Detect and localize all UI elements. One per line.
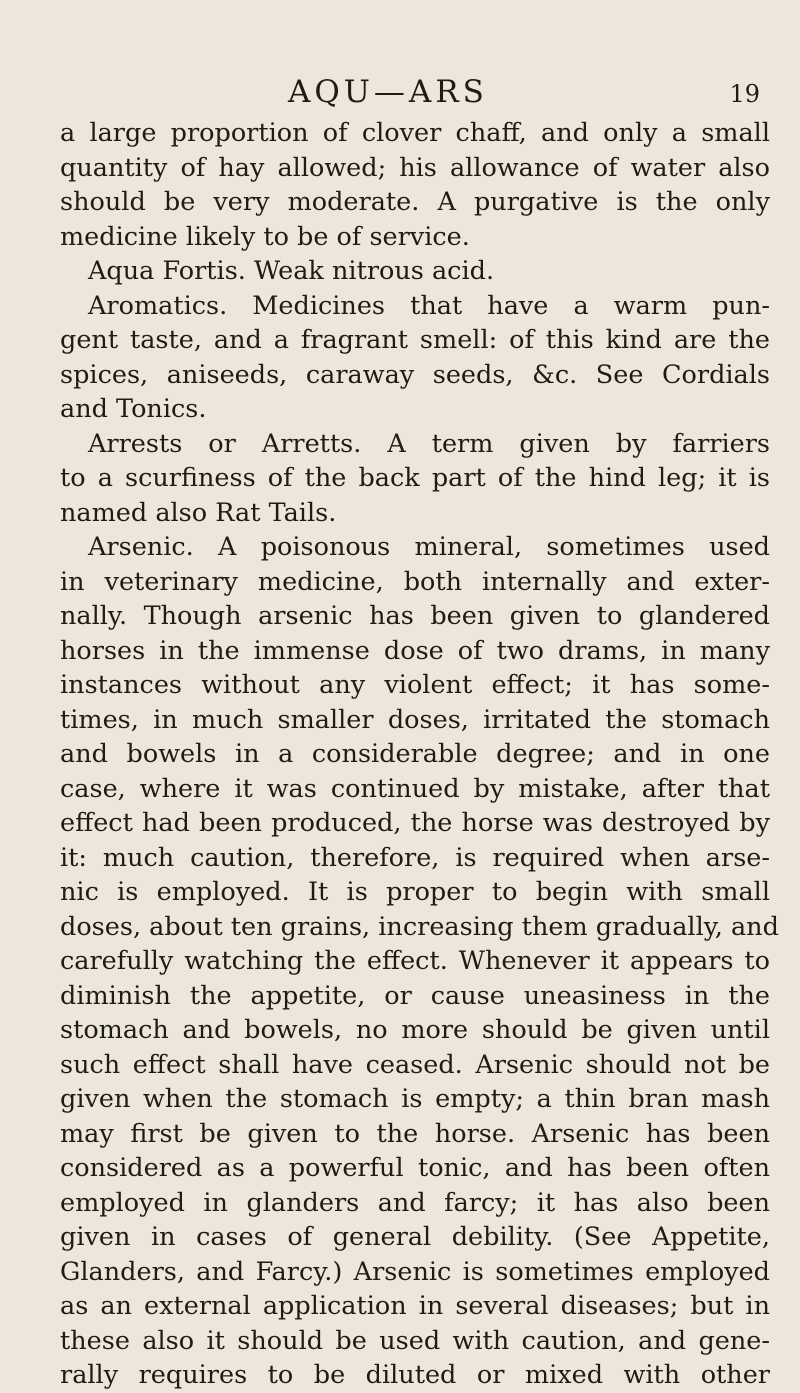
text-line: such effect shall have ceased. Arsenic should not be xyxy=(60,1049,770,1080)
text-line: should be very moderate. A purgative is the only xyxy=(60,187,770,217)
text-line: considered as a powerful tonic, and has been often xyxy=(60,1153,770,1183)
text-line: spices, aniseeds, caraway seeds, &c. See Cordials xyxy=(60,359,770,390)
text-line: stomach and bowels, no more should be given until xyxy=(60,1015,770,1045)
text-line: gent taste, and a fragrant smell: of this kind are the xyxy=(60,325,770,355)
text-line: times, in much smaller doses, irritated the stomach xyxy=(60,704,770,735)
text-line: in veterinary medicine, both internally and exter- xyxy=(60,566,770,597)
text-line: given when the stomach is empty; a thin bran mash xyxy=(60,1084,770,1114)
text-line: effect had been produced, the horse was destroyed by xyxy=(60,808,770,838)
text-line: a large proportion of clover chaff, and only a small xyxy=(60,118,770,148)
text-line: doses, about ten grains, increasing them gradually, and xyxy=(60,911,779,942)
text-line: rally requires to be diluted or mixed with other xyxy=(60,1360,770,1390)
text-line: instances without any violent effect; it has some- xyxy=(60,670,770,700)
running-head xyxy=(0,74,800,114)
entry-aromatics: Aromatics. Medicines that have a warm pun- xyxy=(88,290,770,321)
text-line: and Tonics. xyxy=(60,394,207,424)
text-line: given in cases of general debility. (See Appetite, xyxy=(60,1222,770,1252)
text-line: quantity of hay allowed; his allowance of water also xyxy=(60,152,770,183)
body-text xyxy=(60,116,779,1393)
entry-aqua-fortis: Aqua Fortis. Weak nitrous acid. xyxy=(88,256,495,286)
text-line: nally. Though arsenic has been given to glandered xyxy=(60,601,770,631)
text-line: employed in glanders and farcy; it has also been xyxy=(60,1187,770,1218)
text-line: case, where it was continued by mistake, after that xyxy=(60,773,770,804)
page-number: 19 xyxy=(729,80,760,108)
text-line: these also it should be used with caution, and gene- xyxy=(60,1325,770,1356)
text-line: to a scurfiness of the back part of the hind leg; it is xyxy=(60,463,770,493)
text-line: it: much caution, therefore, is required when arse- xyxy=(60,842,770,873)
running-head-title: AQU—ARS xyxy=(288,74,488,110)
text-line: horses in the immense dose of two drams, in many xyxy=(60,635,770,666)
text-line: may first be given to the horse. Arsenic has been xyxy=(60,1118,770,1149)
text-line: carefully watching the effect. Whenever it appears to xyxy=(60,946,770,976)
text-line: diminish the appetite, or cause uneasiness in the xyxy=(60,980,770,1011)
text-line: as an external application in several diseases; but in xyxy=(60,1291,770,1321)
text-line: named also Rat Tails. xyxy=(60,497,337,528)
entry-arrests: Arrests or Arretts. A term given by farriers xyxy=(88,428,770,459)
text-line: nic is employed. It is proper to begin with small xyxy=(60,877,770,907)
text-line: and bowels in a considerable degree; and in one xyxy=(60,739,770,769)
text-line: Glanders, and Farcy.) Arsenic is sometimes employed xyxy=(60,1256,770,1287)
text-line: medicine likely to be of service. xyxy=(60,221,470,252)
entry-arsenic: Arsenic. A poisonous mineral, sometimes used xyxy=(88,532,770,562)
